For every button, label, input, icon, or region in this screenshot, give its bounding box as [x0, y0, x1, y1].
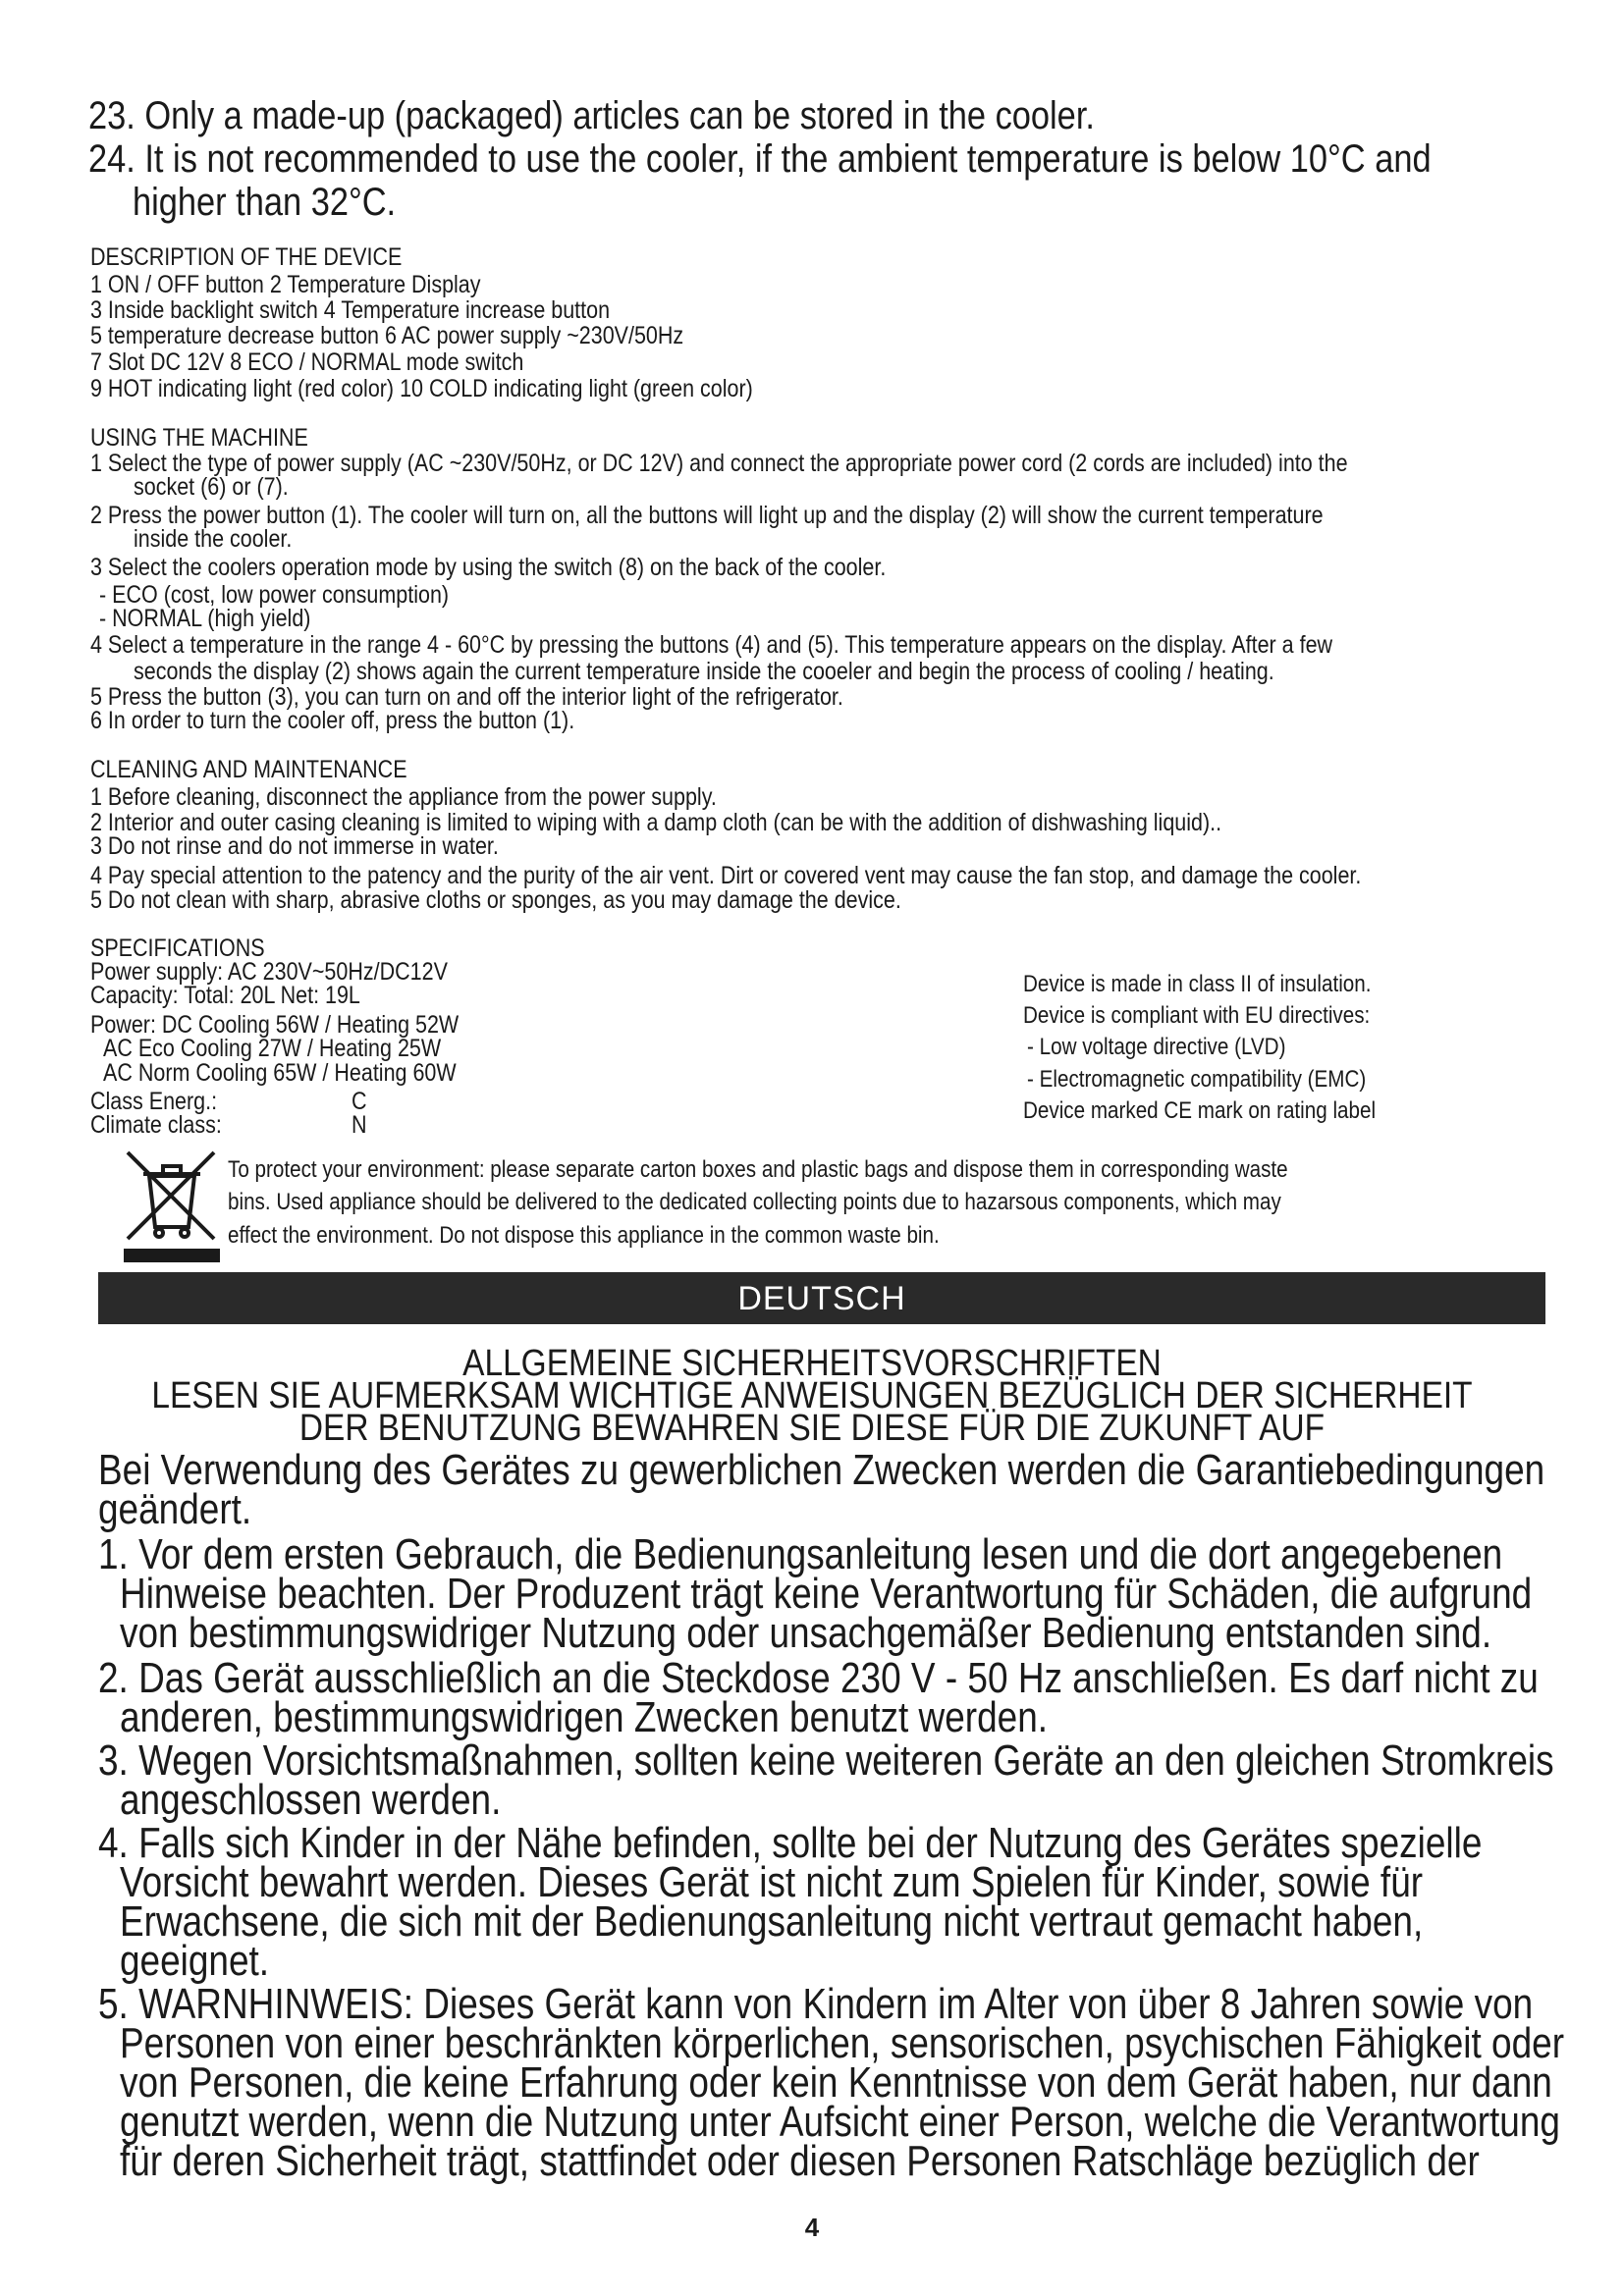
- environment-line: effect the environment. Do not dispose this appliance in the common waste bin.: [228, 1222, 940, 1249]
- item-24-cont: higher than 32°C.: [133, 181, 397, 224]
- spec-line: AC Norm Cooling 65W / Heating 60W: [103, 1059, 457, 1087]
- energy-class-value: C: [352, 1088, 367, 1115]
- cleaning-line: 2 Interior and outer casing cleaning is limited to wiping with a damp cloth (can be with the addition of dishwashing liquid)..: [90, 809, 1222, 836]
- page-number: 4: [804, 2213, 820, 2242]
- spec-line: Class Energ.:: [90, 1088, 218, 1115]
- spec-line: Power supply: AC 230V~50Hz/DC12V: [90, 958, 448, 986]
- de-line: 2. Das Gerät ausschließlich an die Steckdose 230 V - 50 Hz anschließen. Es darf nicht zu: [98, 1654, 1539, 1702]
- compliance-line: - Electromagnetic compatibility (EMC): [1027, 1066, 1367, 1093]
- using-line: seconds the display (2) shows again the current temperature inside the cooeler and begin the process of cooling / heating.: [134, 658, 1274, 685]
- spec-line: AC Eco Cooling 27W / Heating 25W: [103, 1035, 442, 1062]
- language-band-label: DEUTSCH: [737, 1280, 906, 1317]
- de-line: 4. Falls sich Kinder in der Nähe befinden, sollte bei der Nutzung des Gerätes spezielle: [98, 1819, 1483, 1867]
- de-heading-line: ALLGEMEINE SICHERHEITSVORSCHRIFTEN: [462, 1343, 1162, 1384]
- cleaning-line: 3 Do not rinse and do not immerse in water.: [90, 832, 499, 860]
- using-line: - ECO (cost, low power consumption): [99, 581, 450, 609]
- using-line: 3 Select the coolers operation mode by using the switch (8) on the back of the cooler.: [90, 554, 887, 581]
- description-line: 5 temperature decrease button 6 AC power supply ~230V/50Hz: [90, 322, 684, 349]
- de-line: Erwachsene, die sich mit der Bedienungsanleitung nicht vertraut gemacht haben,: [120, 1897, 1424, 1946]
- using-line: 4 Select a temperature in the range 4 - 60°C by pressing the buttons (4) and (5). This temperature appears on the display. After a few: [90, 631, 1333, 659]
- description-line: 1 ON / OFF button 2 Temperature Display: [90, 271, 481, 298]
- de-line: geeignet.: [120, 1937, 270, 1985]
- environment-line: To protect your environment: please separate carton boxes and plastic bags and dispose them in corresponding waste: [228, 1156, 1288, 1183]
- compliance-line: Device is made in class II of insulation.: [1023, 971, 1372, 997]
- using-heading: USING THE MACHINE: [90, 424, 308, 452]
- de-line: 5. WARNHINWEIS: Dieses Gerät kann von Kindern im Alter von über 8 Jahren sowie von: [98, 1980, 1534, 2028]
- de-line: Vorsicht bewahrt werden. Dieses Gerät ist nicht zum Spielen für Kinder, sowie für: [120, 1858, 1424, 1906]
- spec-line: Power: DC Cooling 56W / Heating 52W: [90, 1011, 460, 1039]
- using-line: 6 In order to turn the cooler off, press the button (1).: [90, 707, 575, 734]
- cleaning-line: 4 Pay special attention to the patency and the purity of the air vent. Dirt or covered vent may cause the fan stop, and damage the cooler.: [90, 862, 1362, 889]
- spec-line: Capacity: Total: 20L Net: 19L: [90, 982, 360, 1009]
- de-line: 1. Vor dem ersten Gebrauch, die Bedienungsanleitung lesen und die dort angegebenen: [98, 1530, 1503, 1578]
- weee-crossed-bin-icon: [120, 1147, 223, 1264]
- de-line: für deren Sicherheit trägt, stattfindet oder diesen Personen Ratschläge bezüglich der: [120, 2137, 1480, 2185]
- specifications-heading: SPECIFICATIONS: [90, 934, 265, 962]
- using-line: 5 Press the button (3), you can turn on and off the interior light of the refrigerator.: [90, 683, 843, 711]
- using-line: socket (6) or (7).: [134, 473, 289, 501]
- description-heading: DESCRIPTION OF THE DEVICE: [90, 243, 403, 271]
- cleaning-line: 1 Before cleaning, disconnect the appliance from the power supply.: [90, 783, 717, 811]
- item-24: 24. It is not recommended to use the cooler, if the ambient temperature is below 10°C and: [88, 137, 1432, 181]
- using-line: inside the cooler.: [134, 525, 293, 553]
- de-line: Bei Verwendung des Gerätes zu gewerblichen Zwecken werden die Garantiebedingungen: [98, 1446, 1545, 1494]
- de-line: 3. Wegen Vorsichtsmaßnahmen, sollten keine weiteren Geräte an den gleichen Stromkreis: [98, 1736, 1554, 1785]
- climate-class-value: N: [352, 1111, 367, 1139]
- de-heading-line: LESEN SIE AUFMERKSAM WICHTIGE ANWEISUNGEN BEZÜGLICH DER SICHERHEIT: [151, 1375, 1473, 1416]
- de-line: anderen, bestimmungswidrigen Zwecken benutzt werden.: [120, 1693, 1049, 1741]
- cleaning-line: 5 Do not clean with sharp, abrasive cloths or sponges, as you may damage the device.: [90, 886, 901, 914]
- compliance-line: Device is compliant with EU directives:: [1023, 1002, 1371, 1029]
- spec-line: Climate class:: [90, 1111, 222, 1139]
- de-line: angeschlossen werden.: [120, 1776, 502, 1824]
- de-line: genutzt werden, wenn die Nutzung unter Aufsicht einer Person, welche die Verantwortung: [120, 2098, 1560, 2146]
- using-line: 1 Select the type of power supply (AC ~230V/50Hz, or DC 12V) and connect the appropriate power cord (2 cords are included) into the: [90, 450, 1348, 477]
- de-line: Personen von einer beschränkten körperlichen, sensorischen, psychischen Fähigkeit oder: [120, 2019, 1565, 2067]
- description-line: 7 Slot DC 12V 8 ECO / NORMAL mode switch: [90, 348, 524, 376]
- language-band: [98, 1272, 1545, 1324]
- environment-line: bins. Used appliance should be delivered to the dedicated collecting points due to hazarsous components, which may: [228, 1189, 1281, 1215]
- compliance-line: - Low voltage directive (LVD): [1027, 1034, 1286, 1060]
- de-line: geändert.: [98, 1485, 252, 1533]
- item-23: 23. Only a made-up (packaged) articles can be stored in the cooler.: [88, 94, 1095, 137]
- de-heading-line: DER BENUTZUNG BEWAHREN SIE DIESE FÜR DIE ZUKUNFT AUF: [298, 1408, 1326, 1449]
- de-line: Hinweise beachten. Der Produzent trägt keine Verantwortung für Schäden, die aufgrund: [120, 1570, 1533, 1618]
- description-line: 3 Inside backlight switch 4 Temperature increase button: [90, 296, 611, 324]
- using-line: - NORMAL (high yield): [99, 605, 311, 632]
- using-line: 2 Press the power button (1). The cooler will turn on, all the buttons will light up and the display (2) will show the current temperature: [90, 502, 1324, 529]
- cleaning-heading: CLEANING AND MAINTENANCE: [90, 756, 407, 783]
- de-line: von Personen, die keine Erfahrung oder kein Kenntnisse von dem Gerät haben, nur dann: [120, 2058, 1552, 2107]
- de-line: von bestimmungswidriger Nutzung oder unsachgemäßer Bedienung entstanden sind.: [120, 1609, 1492, 1657]
- description-line: 9 HOT indicating light (red color) 10 COLD indicating light (green color): [90, 375, 753, 402]
- compliance-line: Device marked CE mark on rating label: [1023, 1097, 1377, 1124]
